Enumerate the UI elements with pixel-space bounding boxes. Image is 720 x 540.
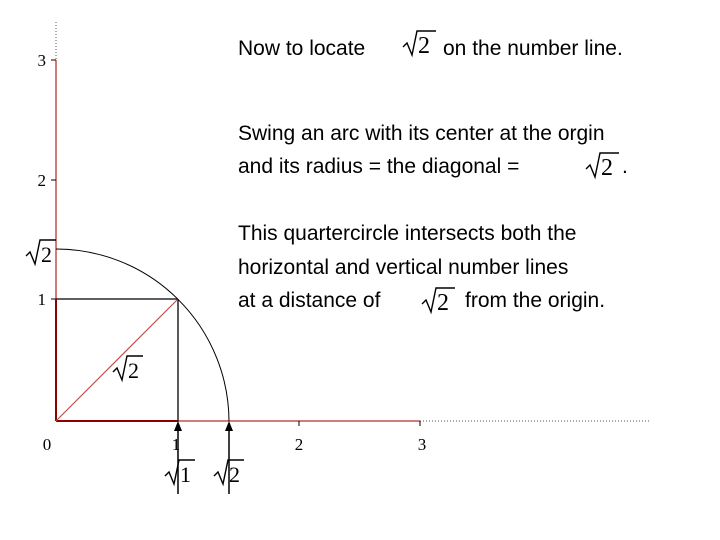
y-tick-label-1: 1 [37,290,46,309]
heading-line-part2: on the number line. [443,37,623,60]
y-axis-sqrt2-radicand: 2 [41,242,52,267]
arrow-sqrt2-radicand: 2 [229,462,240,487]
x-tick-label-3: 3 [417,435,427,454]
arrow-sqrt1-label [165,460,195,487]
paragraph3-sqrt-radicand: 2 [437,290,449,316]
y-tick-label-2: 2 [37,171,46,190]
diagonal-line [56,299,178,421]
x-tick-label-1: 1 [171,435,181,454]
arrow-to-sqrt2-head [225,421,233,431]
heading-line-part1: Now to locate [238,37,366,60]
arrow-to-one-head [174,421,182,431]
arrow-sqrt1-radicand: 1 [180,462,191,487]
y-tick-label-3: 3 [37,51,46,70]
x-tick-label-2: 2 [294,435,304,454]
arrow-sqrt2-label [214,460,244,487]
y-axis-sqrt2-label [26,240,56,267]
paragraph2-line2: and its radius = the diagonal = [238,155,520,178]
paragraph2-sqrt-radicand: 2 [601,155,613,181]
heading-sqrt-radicand: 2 [418,33,430,59]
paragraph3-line1: This quartercircle intersects both the [238,222,577,245]
paragraph3-line3-part2: from the origin. [465,289,606,312]
paragraph3-line3-part1: at a distance of [238,289,381,312]
paragraph3-line2: horizontal and vertical number lines [238,256,569,279]
x-tick-label-0: 0 [42,435,52,454]
paragraph2-line1: Swing an arc with its center at the orgin [238,122,605,145]
diagonal-sqrt2-radicand: 2 [128,358,139,383]
paragraph2-period: . [622,155,628,178]
